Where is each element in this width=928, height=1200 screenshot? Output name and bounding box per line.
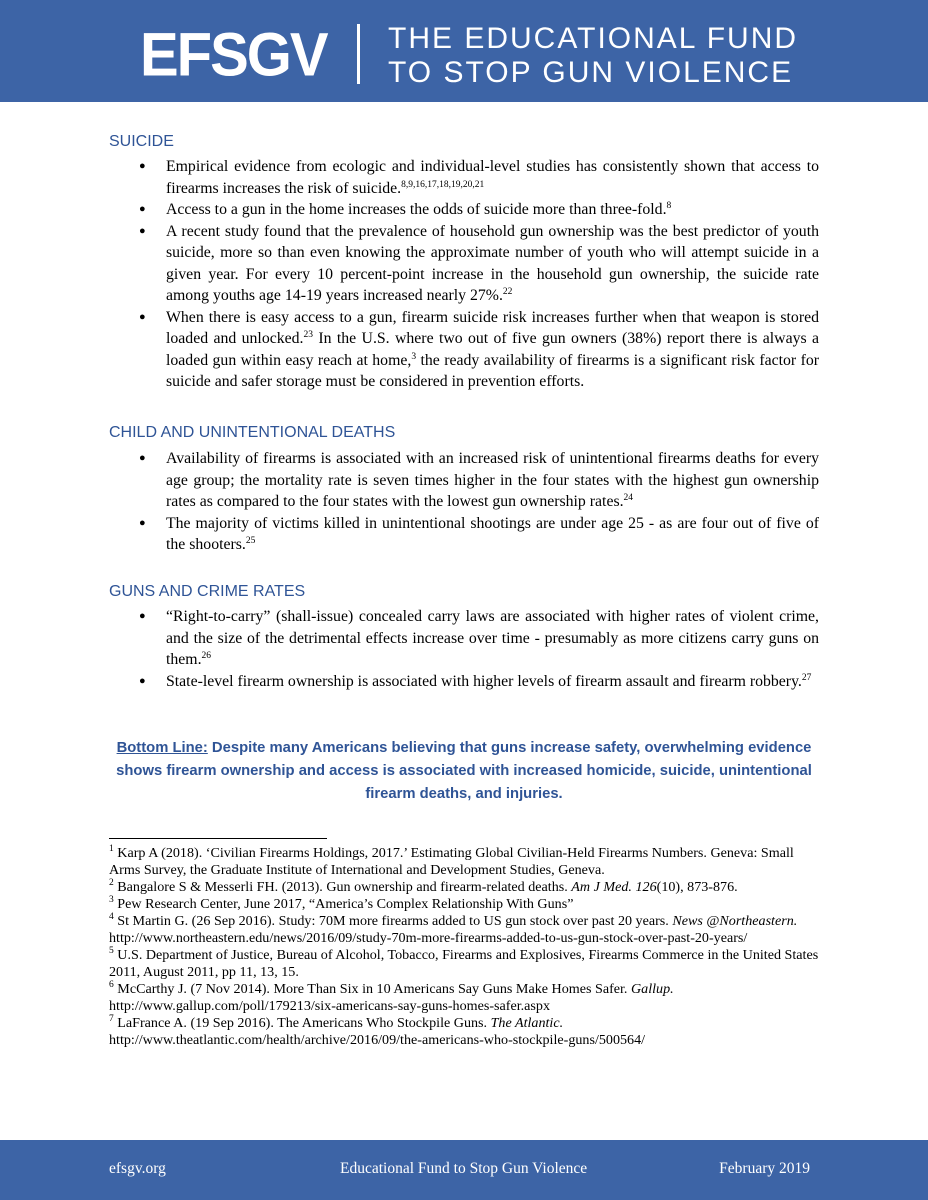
footnote: $^2$ Bangalore S & Messerli FH. (2013). Gun ownership and firearm-related deaths. Am J Med. 126(10), 873-876. <box>109 878 738 895</box>
citation: 25 <box>245 536 256 546</box>
list-item: ● Access to a gun in the home increases the odds of suicide more than three-fold.$^8$ <box>109 199 819 221</box>
footnote: $^5$ U.S. Department of Justice, Bureau of Alcohol, Tobacco, Firearms and Explosives, Firearms Commerce in the United States 2011, August 2011, pp 11, 13, 15. <box>109 946 819 980</box>
footer-organization: Educational Fund to Stop Gun Violence <box>340 1160 588 1177</box>
section-title-child-unintentional: CHILD AND UNINTENTIONAL DEATHS <box>109 424 396 441</box>
footer-banner <box>0 1140 928 1200</box>
citation: 8 <box>666 201 672 211</box>
citation: 27 <box>801 672 812 683</box>
organization-name <box>388 22 798 90</box>
list-item: ● The majority of victims killed in unintentional shootings are under age 25 - as are four out of five of the shooters.$^{25}$ <box>109 513 819 556</box>
org-name-line-2: TO STOP GUN VIOLENCE <box>388 56 794 89</box>
section-title-suicide: SUICIDE <box>109 133 174 150</box>
org-name-line-1: THE EDUCATIONAL FUND <box>388 22 799 55</box>
bottom-line-text: Despite many Americans believing that guns increase safety, overwhelming evidence shows firearm ownership and access is associated with increased homicide, suicide, unintentional firearm deaths, and injuries. <box>116 740 812 802</box>
footnote: $^7$ LaFrance A. (19 Sep 2016). The Americans Who Stockpile Guns. The Atlantic. http://www.theatlantic.com/health/archive/2016/09/the-americans-who-stockpile-guns/500564/ <box>109 1014 646 1048</box>
footer-website: efsgv.org <box>109 1160 166 1177</box>
citation: 24 <box>623 493 634 503</box>
citation: 8,9,16,17,18,19,20,21 <box>401 179 485 190</box>
citation: 22 <box>502 287 513 297</box>
footnotes <box>109 845 821 1049</box>
list-item: ● A recent study found that the prevalence of household gun ownership was the best predictor of youth suicide, more so than even knowing the approximate number of youth who will attempt suicide in a given year. For every 10 percent-point increase in the household gun ownership, the suicide rate among youths age 14-19 years increased nearly 27%.$^{22}$ <box>109 221 819 307</box>
footnote: $^4$ St Martin G. (26 Sep 2016). Study: 70M more firearms added to US gun stock over past 20 years. News @Northeastern. http://www.northeastern.edu/news/2016/09/study-70m-more-firearms-added-to-us-gun-stock-over-past-20-years/ <box>109 912 798 946</box>
footnote: $^3$ Pew Research Center, June 2017, “America’s Complex Relationship With Guns” <box>109 895 574 912</box>
footer-date: February 2019 <box>719 1160 810 1177</box>
citation: 26 <box>201 651 212 661</box>
list-item: ● When there is easy access to a gun, firearm suicide risk increases further when that weapon is stored loaded and unlocked.$^{23}$ In the U.S. where two out of five gun owners (38%) report there is always a loaded gun within easy reach at home,$^3$ the ready availability of firearms is a significant risk factor for suicide and safer storage must be considered in prevention efforts. <box>109 307 819 393</box>
bottom-line-callout <box>109 737 819 806</box>
footnote: $^6$ McCarthy J. (7 Nov 2014). More Than Six in 10 Americans Say Guns Make Homes Safer. Gallup. http://www.gallup.com/poll/179213/six-americans-say-guns-homes-safer.aspx <box>109 980 674 1014</box>
crime-rates-bullet-list <box>109 606 819 692</box>
list-item: ● State-level firearm ownership is associated with higher levels of firearm assault and firearm robbery.$^{27}$ <box>109 671 819 693</box>
child-deaths-bullet-list <box>109 448 819 556</box>
footnote: $^1$ Karp A (2018). ‘Civilian Firearms Holdings, 2017.’ Estimating Global Civilian-Held Firearms Numbers. Geneva: Small Arms Survey, the Graduate Institute of International and Development Studies, Geneva. <box>109 844 794 878</box>
logo-divider <box>357 24 360 84</box>
list-item: ● Availability of firearms is associated with an increased risk of unintentional firearms deaths for every age group; the mortality rate is seven times higher in the four states with the highest gun ownership rates as compared to the four states with the lowest gun ownership rates.$^{24}$ <box>109 448 819 513</box>
list-item: ● “Right-to-carry” (shall-issue) concealed carry laws are associated with higher rates of violent crime, and the size of the detrimental effects increase over time - presumably as more citizens carry guns on them.$^{26}$ <box>109 606 819 671</box>
section-title-crime-rates: GUNS AND CRIME RATES <box>109 583 306 600</box>
header-banner <box>0 0 928 102</box>
citation: 3 <box>411 351 417 362</box>
footnote-separator <box>109 838 327 839</box>
list-item: ● Empirical evidence from ecologic and individual-level studies has consistently shown that access to firearms increases the risk of suicide.$^{8,9,16,17,18,19,20,21}$ <box>109 156 819 199</box>
bottom-line-label: Bottom Line: <box>116 740 208 756</box>
efsgv-logo: EFSGV <box>140 20 327 90</box>
suicide-bullet-list <box>109 156 819 393</box>
citation: 23 <box>303 330 313 340</box>
